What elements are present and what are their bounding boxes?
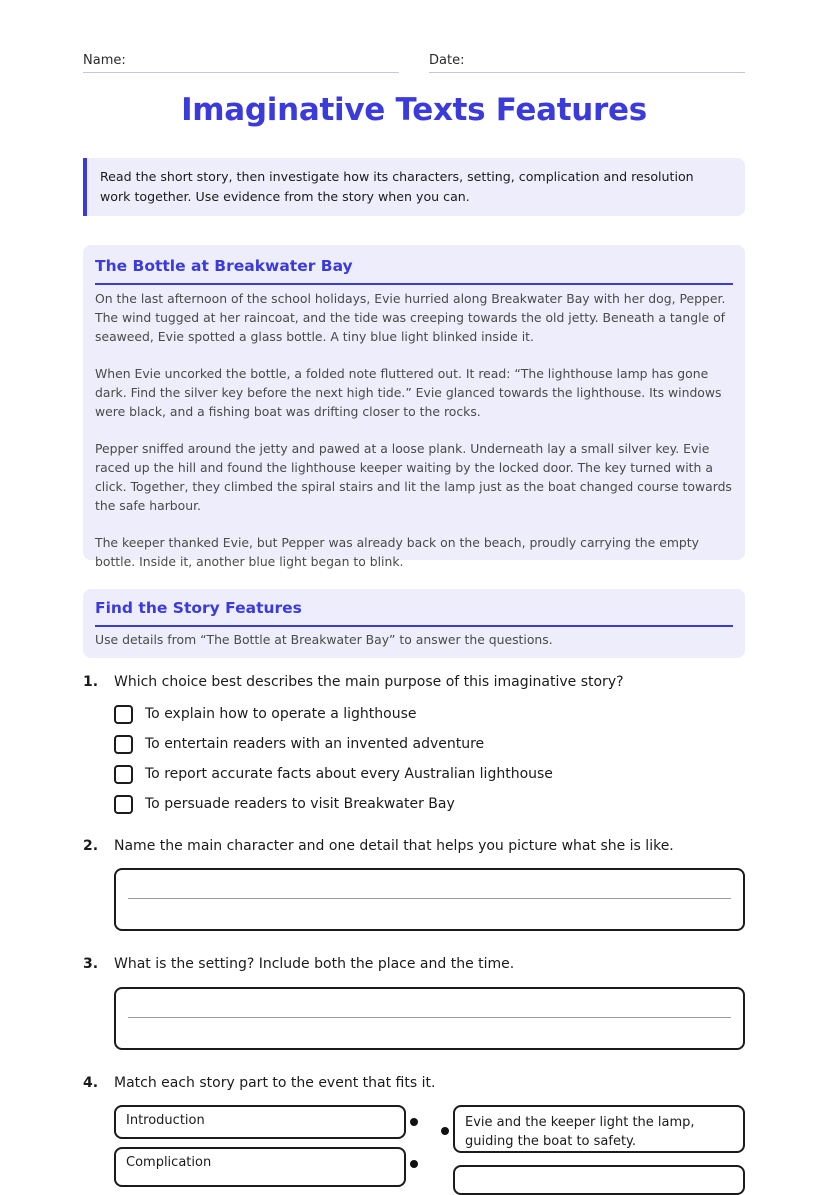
- match-right-event-1[interactable]: [453, 1105, 745, 1153]
- question-4-text: Match each story part to the event that fits it.: [114, 1075, 436, 1091]
- match-left-introduction[interactable]: [114, 1105, 406, 1139]
- question-1-number: 1.: [83, 674, 99, 690]
- checkbox[interactable]: [114, 735, 133, 754]
- match-dot-left-1[interactable]: [410, 1118, 418, 1126]
- checkbox[interactable]: [114, 795, 133, 814]
- match-dot-left-2[interactable]: [410, 1160, 418, 1168]
- question-1-option-b[interactable]: [114, 733, 484, 755]
- question-1-option-a[interactable]: [114, 703, 416, 725]
- features-heading-rule: [95, 625, 733, 627]
- question-2-answer-box[interactable]: [114, 868, 745, 931]
- question-1-option-c[interactable]: [114, 763, 553, 785]
- story-paragraph: Pepper sniffed around the jetty and pawed at a loose plank. Underneath lay a small silver key. Evie raced up the hill and found the lighthouse keeper waiting by the locked door. The key turned with a click. Together, they climbed the spiral stairs and lit the lamp just as the boat changed course towards the safe harbour.: [95, 441, 732, 513]
- option-label: To persuade readers to visit Breakwater Bay: [145, 796, 455, 812]
- story-text: [95, 285, 733, 571]
- story-panel: [83, 245, 745, 569]
- story-paragraph: On the last afternoon of the school holidays, Evie hurried along Breakwater Bay with her dog, Pepper. The wind tugged at her raincoat, and the tide was creeping towards the old jetty. Beneath a tangle of seaweed, Evie spotted a glass bottle. A tiny blue light blinked inside it.: [95, 291, 726, 344]
- match-left-complication[interactable]: [114, 1147, 406, 1187]
- match-event-text: Evie and the keeper light the lamp, guiding the boat to safety.: [465, 1115, 695, 1149]
- question-3-text: What is the setting? Include both the place and the time.: [114, 956, 515, 972]
- name-label: Name:: [83, 53, 126, 68]
- question-2-number: 2.: [83, 838, 99, 854]
- date-field[interactable]: [429, 72, 745, 73]
- date-label: Date:: [429, 53, 465, 68]
- match-right-event-2[interactable]: [453, 1165, 745, 1195]
- option-label: To report accurate facts about every Australian lighthouse: [145, 766, 553, 782]
- instructions-text: Read the short story, then investigate how its characters, setting, complication and resolution work together. Use evidence from the story when you can.: [100, 169, 694, 204]
- option-label: To explain how to operate a lighthouse: [145, 706, 417, 722]
- option-label: To entertain readers with an invented adventure: [145, 736, 485, 752]
- match-dot-right-1[interactable]: [441, 1127, 449, 1135]
- question-3-answer-box[interactable]: [114, 987, 745, 1050]
- features-subtitle: Use details from “The Bottle at Breakwater Bay” to answer the questions.: [95, 632, 553, 647]
- question-1-text: Which choice best describes the main purpose of this imaginative story?: [114, 674, 624, 690]
- name-field[interactable]: [83, 72, 399, 73]
- page-title: Imaginative Texts Features: [181, 92, 647, 128]
- question-3-number: 3.: [83, 956, 99, 972]
- story-paragraph: The keeper thanked Evie, but Pepper was already back on the beach, proudly carrying the empty bottle. Inside it, another blue light began to blink.: [95, 535, 699, 569]
- features-heading: Find the Story Features: [95, 599, 302, 617]
- question-4-number: 4.: [83, 1075, 99, 1091]
- answer-line: [128, 1017, 731, 1018]
- match-label: Complication: [126, 1155, 212, 1170]
- story-heading: The Bottle at Breakwater Bay: [95, 257, 353, 275]
- checkbox[interactable]: [114, 705, 133, 724]
- match-label: Introduction: [126, 1113, 205, 1128]
- story-paragraph: When Evie uncorked the bottle, a folded note fluttered out. It read: “The lighthouse lamp has gone dark. Find the silver key before the next high tide.” Evie glanced towards the lighthouse. Its windows were black, and a fishing boat was drifting closer to the rocks.: [95, 366, 722, 419]
- checkbox[interactable]: [114, 765, 133, 784]
- instructions-box: [83, 158, 745, 216]
- answer-line: [128, 898, 731, 899]
- features-panel: [83, 589, 745, 658]
- question-1-option-d[interactable]: [114, 793, 455, 815]
- question-2-text: Name the main character and one detail that helps you picture what she is like.: [114, 838, 674, 854]
